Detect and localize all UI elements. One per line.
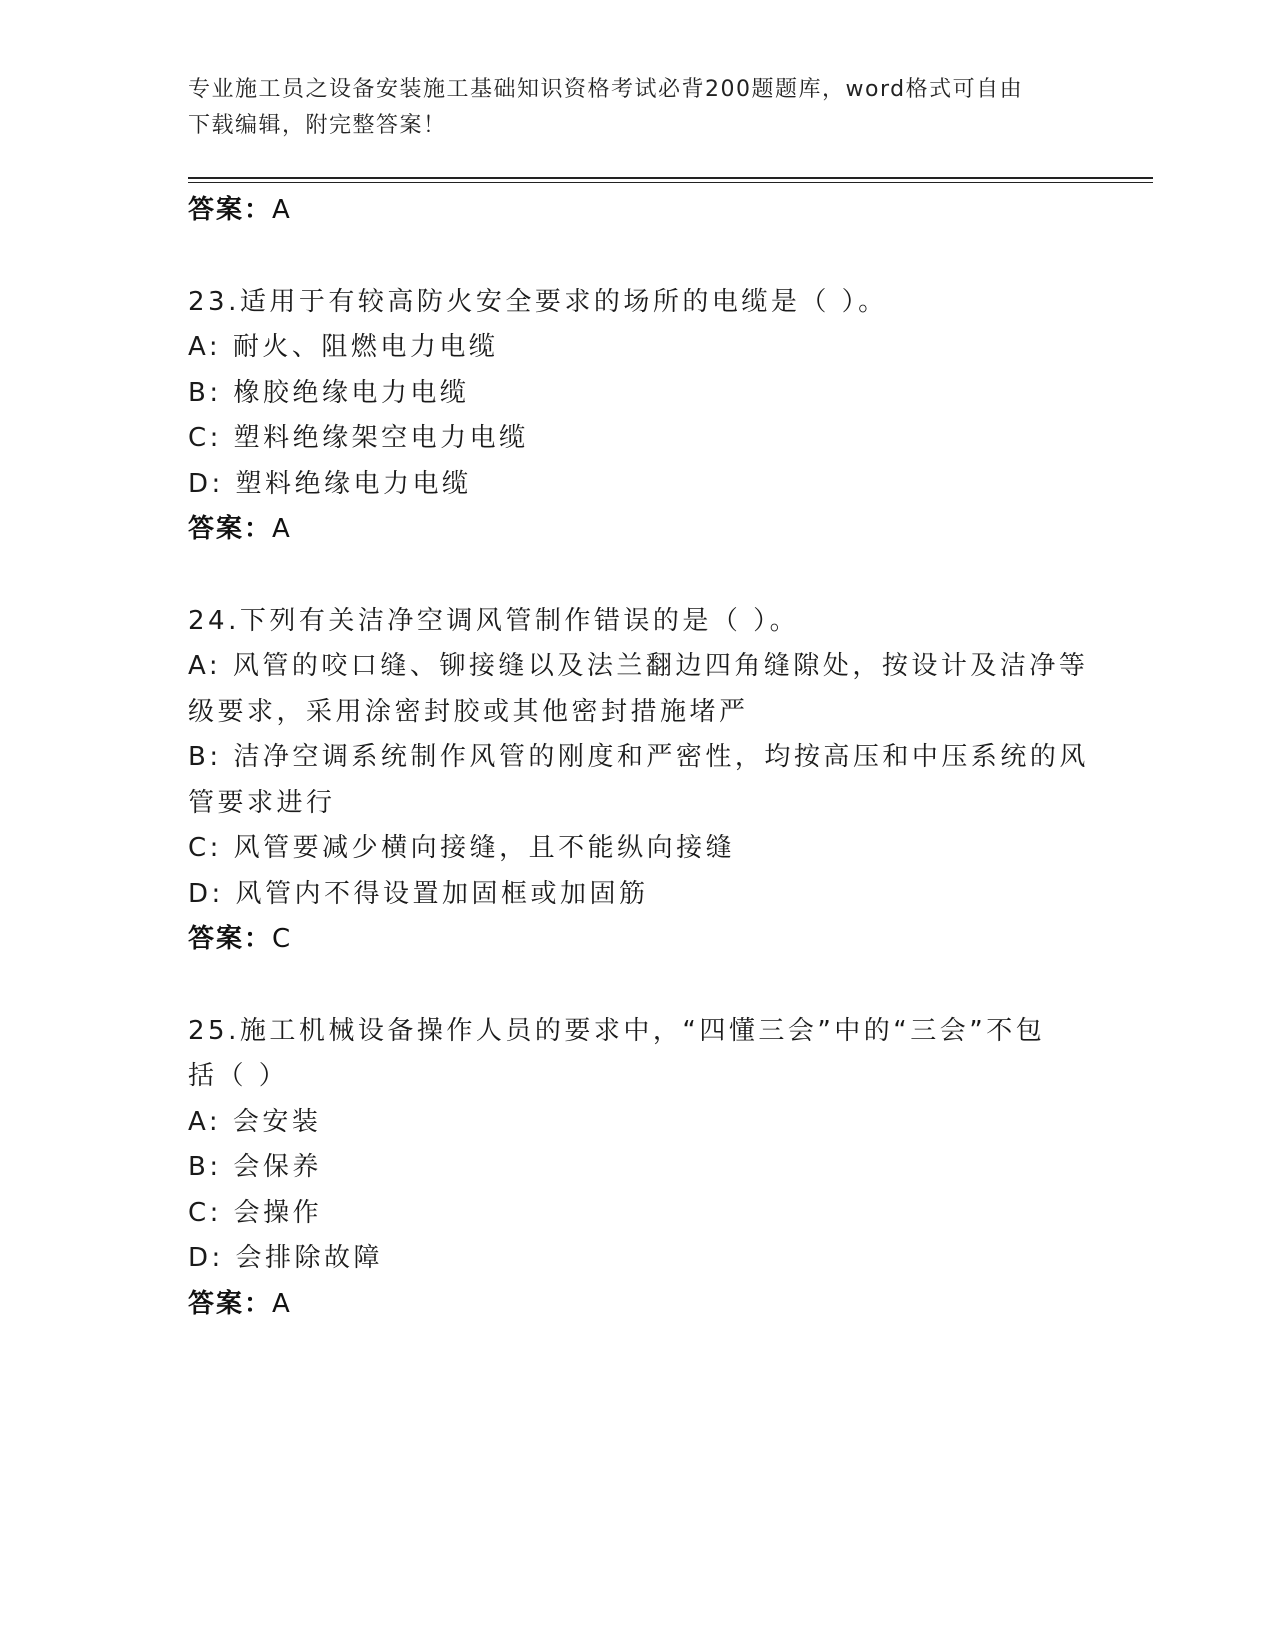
- answer: [188, 507, 1088, 553]
- header-divider-thick: [188, 177, 1153, 179]
- question-block: [188, 280, 1088, 553]
- option-b-continued: 管要求进行: [188, 787, 336, 818]
- header-divider-thin: [188, 182, 1153, 183]
- question-list: [188, 188, 1088, 1327]
- answer: [188, 917, 1088, 963]
- answer-value: A: [272, 1288, 292, 1319]
- spacer: [188, 963, 1088, 1009]
- option-c: C: 塑料绝缘架空电力电缆: [188, 423, 529, 453]
- question-stem: 24.下列有关洁净空调风管制作错误的是（ ）。: [188, 605, 800, 636]
- option-a: A: 耐火、阻燃电力电缆: [188, 332, 499, 362]
- header-line-2: 下载编辑，附完整答案！: [188, 113, 447, 138]
- question-stem: 25.施工机械设备操作人员的要求中，“四懂三会”中的“三会”不包: [188, 1015, 1046, 1046]
- option-d: D: 塑料绝缘电力电缆: [188, 468, 472, 499]
- answer-value: A: [272, 195, 292, 225]
- option-c: C: 风管要减少横向接缝，且不能纵向接缝: [188, 833, 736, 863]
- option-d: D: 风管内不得设置加固框或加固筋: [188, 878, 649, 909]
- document-header: [188, 72, 1068, 144]
- question-stem-continued: 括（ ）: [188, 1061, 289, 1091]
- option-b: B: 会保养: [188, 1152, 322, 1182]
- question-stem: 23.适用于有较高防火安全要求的场所的电缆是（ ）。: [188, 286, 888, 317]
- previous-answer: [188, 188, 1088, 234]
- option-b: B: 橡胶绝缘电力电缆: [188, 377, 470, 408]
- answer-value: A: [272, 514, 292, 544]
- option-a: A: 风管的咬口缝、铆接缝以及法兰翻边四角缝隙处，按设计及洁净等: [188, 651, 1089, 681]
- question-block: [188, 1009, 1088, 1328]
- answer-label: 答案：: [188, 514, 273, 544]
- answer-label: 答案：: [188, 924, 273, 954]
- answer-label: 答案：: [188, 1288, 273, 1319]
- question-block: [188, 599, 1088, 963]
- spacer: [188, 234, 1088, 280]
- option-b: B: 洁净空调系统制作风管的刚度和严密性，均按高压和中压系统的风: [188, 742, 1089, 772]
- option-c: C: 会操作: [188, 1197, 323, 1228]
- answer: [188, 1282, 1088, 1328]
- header-line-1: 专业施工员之设备安装施工基础知识资格考试必背200题题库，word格式可自由: [188, 77, 1024, 102]
- option-a: A: 会安装: [188, 1106, 322, 1137]
- option-a-continued: 级要求，采用涂密封胶或其他密封措施堵严: [188, 696, 749, 727]
- spacer: [188, 553, 1088, 599]
- answer-value: C: [272, 924, 293, 954]
- answer-label: 答案：: [188, 195, 273, 225]
- option-d: D: 会排除故障: [188, 1243, 384, 1273]
